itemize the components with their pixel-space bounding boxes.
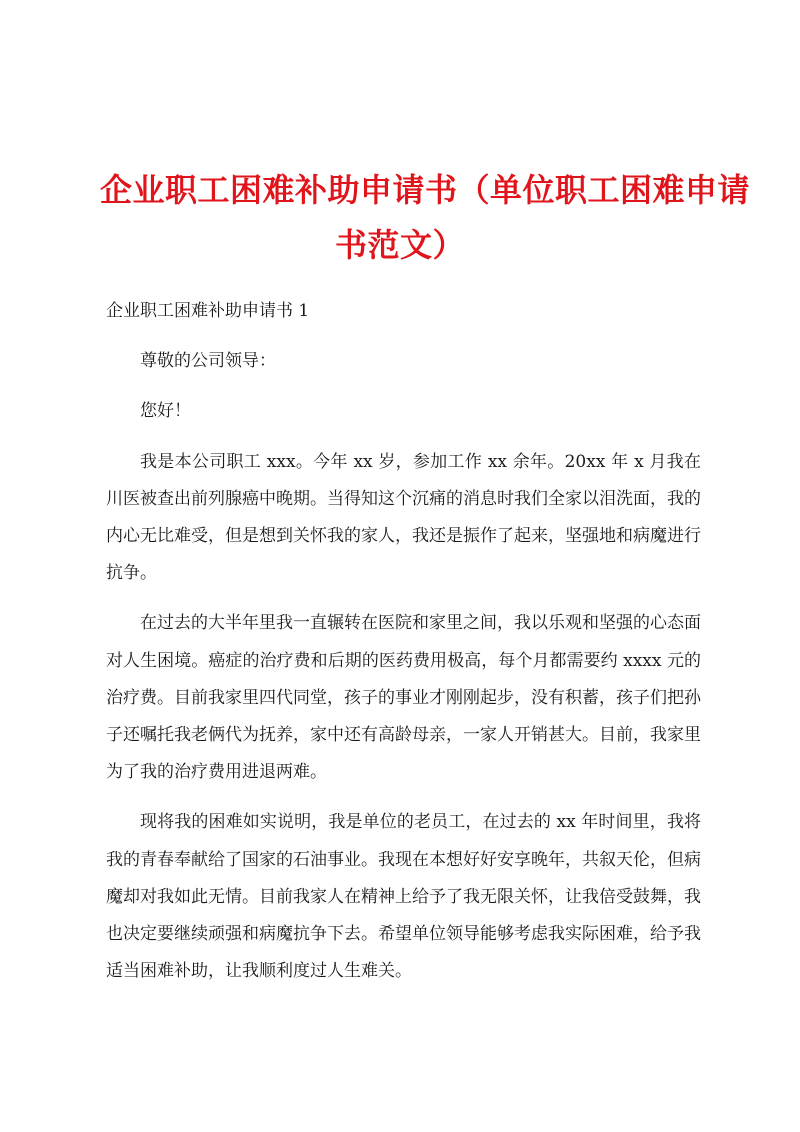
document-body — [106, 293, 701, 990]
section-heading: 企业职工困难补助申请书 1 — [106, 301, 310, 321]
body-paragraph-1: 我是本公司职工 xxx。今年 xx 岁，参加工作 xx 余年。20xx 年 x 月我在川医被查出前列腺癌中晚期。当得知这个沉痛的消息时我们全家以泪洗面，我的内心无比难受，但是想到关怀我的家人，我还是振作了起来，坚强地和病魔进行抗争。 — [106, 451, 701, 584]
body-paragraph-3: 现将我的困难如实说明，我是单位的老员工，在过去的 xx 年时间里，我将我的青春奉献给了国家的石油事业。我现在本想好好安享晚年，共叙天伦，但病魔却对我如此无情。目前我家人在精神上给予了我无限关怀，让我倍受鼓舞，我也决定要继续顽强和病魔抗争下去。希望单位领导能够考虑我实际困难，给予我适当困难补助，让我顺利度过人生难关。 — [106, 812, 701, 982]
salutation: 尊敬的公司领导： — [140, 351, 276, 372]
title-line-1: 企业职工困难补助申请书（单位职工困难申请 — [100, 171, 751, 209]
title-line-2: 书范文） — [334, 226, 465, 264]
body-paragraph-2: 在过去的大半年里我一直辗转在医院和家里之间，我以乐观和坚强的心态面对人生困境。癌症的治疗费和后期的医药费用极高，每个月都需要约 xxxx 元的治疗费。目前我家里四代同堂，孩子的事业才刚刚起步，没有积蓄，孩子们把孙子还嘱托我老俩代为抚养，家中还有高龄母亲，一家人开销甚大。目前，我家里为了我的治疗费用进退两难。 — [106, 613, 701, 783]
greeting: 您好！ — [140, 401, 191, 422]
document-title — [100, 163, 751, 273]
